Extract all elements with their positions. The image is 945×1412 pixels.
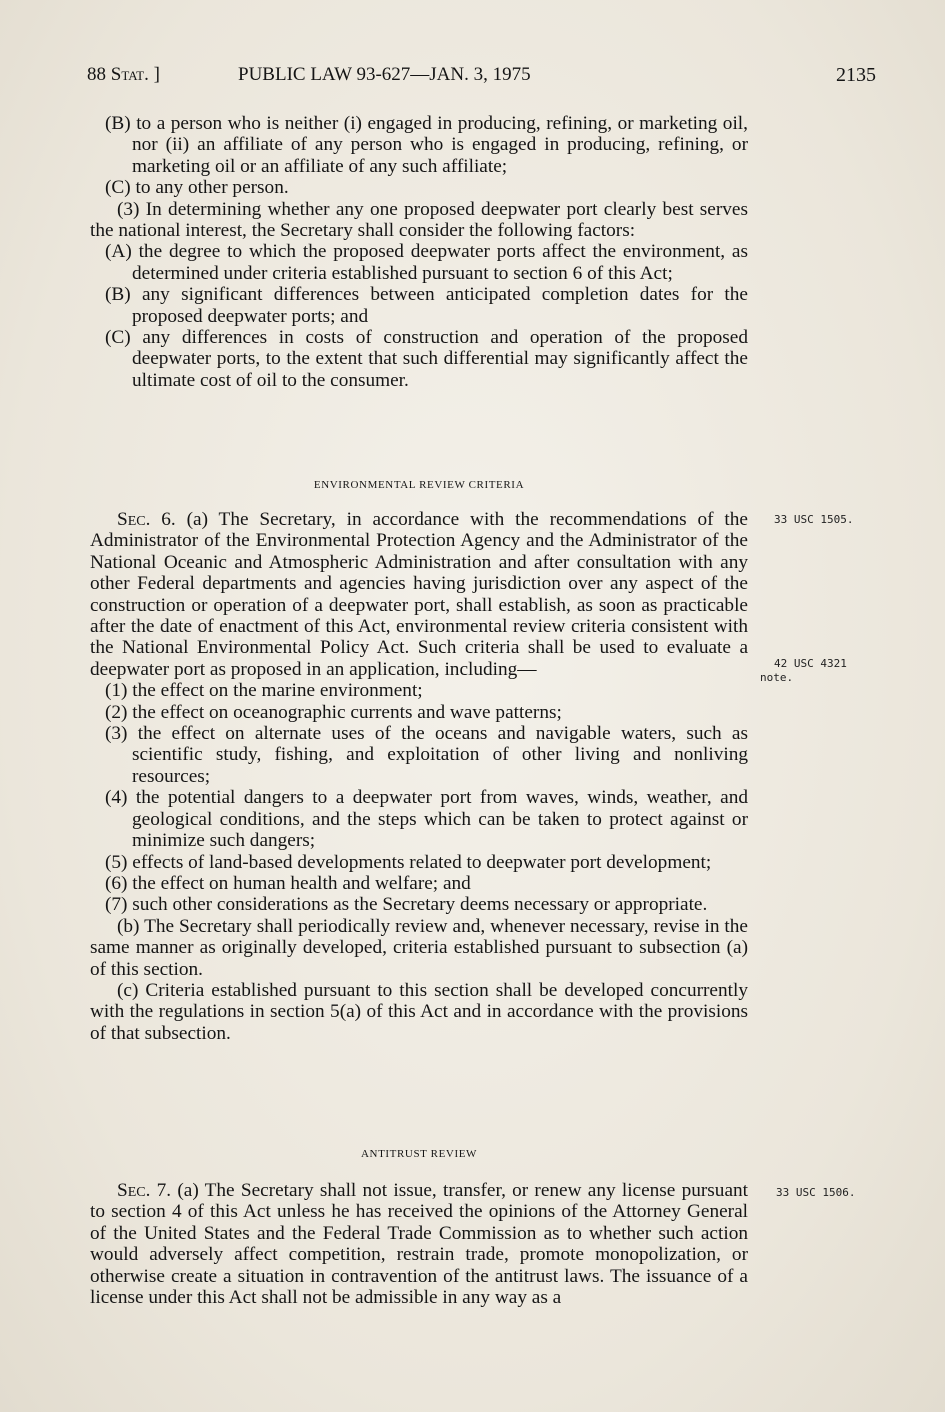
margin-note-42usc4321 bbox=[760, 657, 847, 685]
section-6 bbox=[90, 509, 748, 1044]
section6-c: (c) Criteria established pursuant to this section shall be developed concurrently with the regulations in section 5(a) of this Act and in accordance with the provisions of that subsection. bbox=[90, 979, 748, 1044]
margin-note-33usc1505: 33 USC 1505. bbox=[774, 513, 854, 526]
section7-label: Sec. 7. bbox=[117, 1180, 172, 1201]
paragraph-3: (3) In determining whether any one proposed deepwater port clearly best serves the national interest, the Secretary shall consider the following factors: bbox=[90, 198, 748, 242]
section7-a-text: (a) The Secretary shall not issue, transfer, or renew any license pursuant to section 4 of this Act unless he has received the opinions of the Attorney General of the United States and the Federal Trade Commission as to whether such action would adversely affect competition, restrain trade, promote monopolization, or otherwise create a situation in contravention of the antitrust laws. The issuance of a license under this Act shall not be admissible in any way as a bbox=[90, 1180, 748, 1309]
heading-antitrust-review: ANTITRUST REVIEW bbox=[360, 1148, 478, 1160]
clause-c: (C) to any other person. bbox=[105, 177, 289, 199]
criteria-item-1: (1) the effect on the marine environment; bbox=[105, 680, 423, 702]
heading-environmental-review: ENVIRONMENTAL REVIEW CRITERIA bbox=[313, 479, 525, 491]
margin-note-42usc4321-line2: note. bbox=[760, 671, 794, 684]
criteria-item-3: (3) the effect on alternate uses of the oceans and navigable waters, such as scientific study, fishing, and exploitation of other living and nonliving resources; bbox=[105, 723, 748, 787]
factor-a: (A) the degree to which the proposed deepwater ports affect the environment, as determined under criteria established pursuant to section 6 of this Act; bbox=[105, 241, 748, 284]
criteria-item-2: (2) the effect on oceanographic currents and wave patterns; bbox=[105, 701, 562, 723]
factor-c: (C) any differences in costs of construction and operation of the proposed deepwater ports, to the extent that such differential may significantly affect the ultimate cost of oil to the consumer. bbox=[105, 327, 748, 391]
criteria-item-7: (7) such other considerations as the Secretary deems necessary or appropriate. bbox=[105, 894, 708, 916]
section6-label: Sec. 6. bbox=[117, 509, 176, 530]
section6-b: (b) The Secretary shall periodically review and, whenever necessary, revise in the same manner as originally developed, criteria established pursuant to subsection (a) of this section. bbox=[90, 915, 748, 980]
criteria-item-4: (4) the potential dangers to a deepwater port from waves, winds, weather, and geological conditions, and the steps which can be taken to protect against or minimize such dangers; bbox=[105, 787, 748, 852]
margin-note-33usc1506: 33 USC 1506. bbox=[776, 1186, 856, 1199]
criteria-item-6: (6) the effect on human health and welfare; and bbox=[105, 872, 471, 894]
criteria-item-5: (5) effects of land-based developments related to deepwater port development; bbox=[105, 851, 712, 873]
page-number: 2135 bbox=[836, 64, 876, 86]
margin-note-42usc4321-line1: 42 USC 4321 bbox=[774, 657, 847, 670]
section-7 bbox=[90, 1180, 748, 1308]
header-title: PUBLIC LAW 93-627—JAN. 3, 1975 bbox=[238, 64, 531, 85]
section7-a bbox=[90, 1180, 748, 1308]
factor-b: (B) any significant differences between anticipated completion dates for the proposed deepwater ports; and bbox=[105, 284, 748, 327]
section6-a-text: (a) The Secretary, in accordance with the recommendations of the Administrator of the Environmental Protection Agency and the Administrator of the National Oceanic and Atmospheric Administration and after consultation with any other Federal departments and agencies having jurisdiction over any aspect of the construction or operation of a deepwater port, shall establish, as soon as practicable after the date of enactment of this Act, environmental review criteria consistent with the National Environmental Policy Act. Such criteria shall be used to evaluate a deepwater port as proposed in an application, including— bbox=[90, 509, 748, 680]
header-volume: 88 Stat. ] bbox=[87, 64, 160, 85]
section5-continuation bbox=[90, 113, 748, 391]
clause-b: (B) to a person who is neither (i) engaged in producing, refining, or marketing oil, nor (ii) an affiliate of any person who is engaged in producing, refining, or marketing oil or an affiliate of any such affiliate; bbox=[105, 113, 748, 177]
section6-a bbox=[90, 509, 748, 680]
